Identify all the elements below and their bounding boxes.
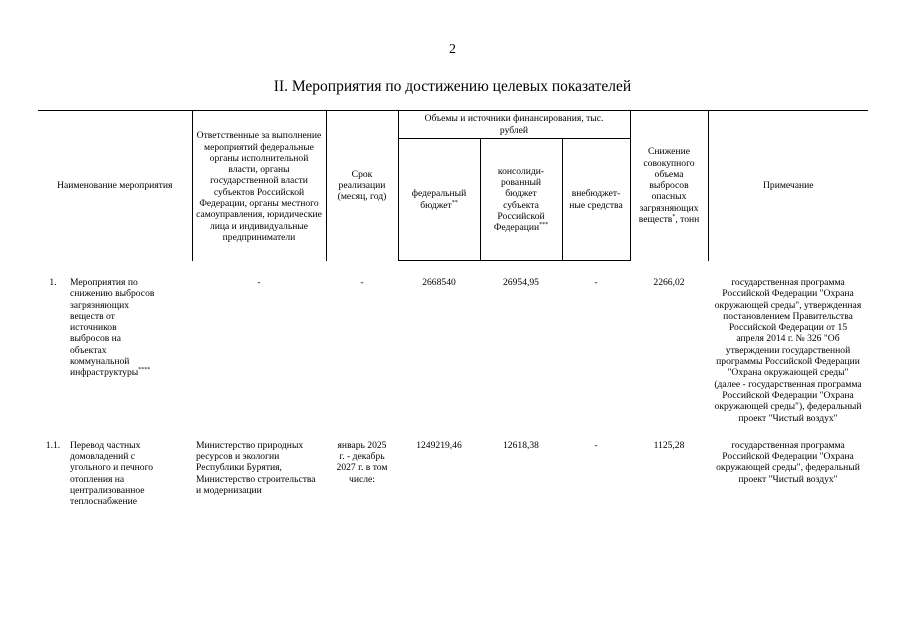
row-name-text: Мероприятия по снижению выбросов загрязняющих веществ от источников выбросов на объектах коммунальной инфраструктуры [70, 277, 155, 379]
table-row [38, 440, 868, 508]
row-name-sup: **** [138, 367, 151, 374]
header-extrabudget: внебюджет-ные средства [562, 139, 630, 261]
header-financing: Объемы и источники финансирования, тыс. рублей [398, 111, 630, 139]
row-number: 1. [49, 277, 57, 288]
row-note: государственная программа Российской Федерации "Охрана окружающей среды", утвержденная постановлением Правительства Российской Федерации от 15 апреля 2014 г. № 326 "Об утверждении государственной программы Российской Федерации "Охрана окружающей среды" (далее - государственная программа Российской Федерации "Охрана окружающей среды"), федеральный проект "Чистый воздух" [714, 277, 862, 424]
row-note: государственная программа Российской Федерации "Охрана окружающей среды", федеральный проект "Чистый воздух" [716, 439, 860, 485]
header-reduction-unit: , тонн [675, 213, 700, 225]
header-federal [398, 139, 480, 261]
header-federal-text: федеральный бюджет [411, 188, 467, 211]
row-extrabudget: - [594, 277, 598, 288]
header-note: Примечание [708, 111, 868, 261]
row-federal: 1249219,46 [416, 439, 462, 451]
header-reduction-text: Снижение совокупного объема выбросов опасных загрязняющих веществ [638, 146, 699, 225]
row-consolidated: 26954,95 [503, 277, 539, 288]
row-name: Перевод частных домовладений с угольного и печного отопления на централизованное теплоснабжение [70, 439, 154, 508]
row-number: 1.1. [45, 439, 61, 451]
row-term: - [360, 277, 364, 288]
row-reduction: 2266,02 [653, 277, 685, 288]
section-title: II. Мероприятия по достижению целевых показателей [273, 78, 632, 95]
measures-table [38, 110, 868, 508]
page-number: 2 [449, 42, 456, 57]
row-reduction: 1125,28 [653, 439, 685, 451]
row-term: январь 2025 г. - декабрь 2027 г. в том числе: [336, 439, 388, 485]
header-reduction [630, 111, 708, 261]
row-name [68, 277, 192, 424]
row-responsible: Министерство природных ресурсов и экологии Республики Бурятия, Министерство строительства и модернизации [196, 439, 316, 497]
row-extrabudget: - [594, 439, 598, 451]
row-responsible: - [257, 277, 261, 288]
header-responsible: Ответственные за выполнение мероприятий федеральные органы исполнительной власти, органы государственной власти субъектов Российской Федерации, органы местного самоуправления, юридические лица и индивидуальные предприниматели [192, 111, 326, 261]
table-row [38, 277, 868, 424]
header-consolidated-sup: *** [539, 221, 549, 228]
header-name: Наименование мероприятия [38, 111, 192, 261]
header-consolidated-text: консолиди-рованный бюджет субъекта Российской Федерации [493, 165, 545, 234]
row-spacer [38, 424, 868, 440]
row-spacer [38, 261, 868, 278]
header-federal-sup: ** [451, 199, 458, 206]
header-consolidated [480, 139, 562, 261]
header-term: Срок реализации (месяц, год) [326, 111, 398, 261]
header-reduction-sup: * [672, 213, 676, 220]
row-federal: 2668540 [422, 277, 456, 288]
row-consolidated: 12618,38 [503, 439, 539, 451]
